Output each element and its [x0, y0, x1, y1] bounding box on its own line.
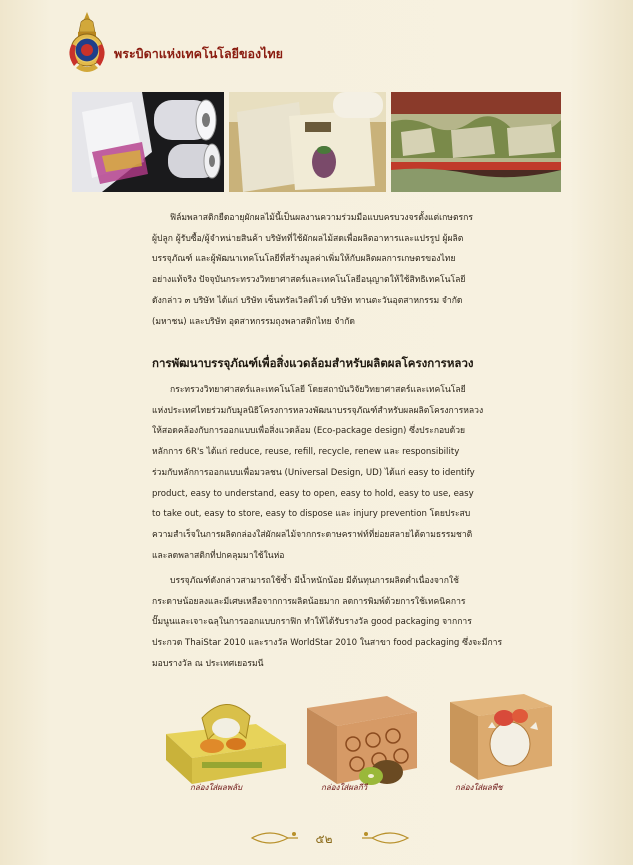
paragraph-line: บรรจุภัณฑ์ดังกล่าวสามารถใช้ซ้ำ มีน้ำหนักน้อย มีต้นทุนการผลิตต่ำเนื่องจากใช้ — [170, 576, 459, 586]
caption-persimmon-box: กล่องใส่ผลพลับ — [190, 783, 243, 792]
paragraph-line: บรรจุภัณฑ์ และผู้พัฒนาเทคโนโลยีที่สร้างมูลค่าเพิ่มให้กับผลิตผลการเกษตรของไทย — [152, 254, 456, 265]
caption-kiwi-box: กล่องใส่ผลกีวี — [321, 783, 368, 792]
paragraph-line: to take out, easy to store, easy to dispose และ injury prevention โดยประสบ — [152, 509, 471, 520]
running-header-title: พระบิดาแห่งเทคโนโลยีของไทย — [114, 46, 283, 61]
plastic-film-rolls-photo — [72, 92, 224, 192]
section-heading: การพัฒนาบรรจุภัณฑ์เพื่อสิ่งแวดล้อมสำหรับผลิตผลโครงการหลวง — [152, 356, 474, 370]
supermarket-shelf-photo — [391, 92, 561, 192]
paragraph-line: ให้สอดคล้องกับการออกแบบเพื่อสิ่งแวดล้อม (Eco-package design) ซึ่งประกอบด้วย — [152, 426, 466, 437]
paragraph-line: ฟิล์มพลาสติกยืดอายุผักผลไม้นี้เป็นผลงานความร่วมมือแบบครบวงจรตั้งแต่เกษตรกร — [170, 213, 473, 223]
persimmon-box-image — [162, 688, 290, 786]
page-number: ๕๒ — [315, 832, 333, 846]
paragraph-line: อย่างแท้จริง ปัจจุบันกระทรวงวิทยาศาสตร์และเทคโนโลยีอนุญาตให้ใช้สิทธิเทคโนโลยี — [152, 275, 466, 286]
paragraph-line: ความสำเร็จในการผลิตกล่องใส่ผักผลไม้จากกระดาษคราฟท์ที่ย่อยสลายได้ตามธรรมชาติ — [152, 529, 473, 540]
kiwi-box-image — [297, 688, 429, 786]
paragraph-line: กระทรวงวิทยาศาสตร์และเทคโนโลยี โดยสถาบันวิจัยวิทยาศาสตร์และเทคโนโลยี — [170, 385, 466, 395]
paragraph-line: ปั๊มนูนและเจาะฉลุในการออกแบบกราฟิก ทำให้ได้รับรางวัล good packaging จากการ — [152, 617, 472, 628]
caption-peach-box: กล่องใส่ผลพีช — [455, 783, 503, 792]
packaged-produce-photo — [229, 92, 386, 192]
paragraph-line: กระดาษน้อยลงและมีเศษเหลือจากการผลิตน้อยมาก ลดการพิมพ์ด้วยการใช้เทคนิคการ — [152, 596, 466, 607]
intro-paragraph — [152, 208, 562, 332]
paragraph-line: มอบรางวัล ณ ประเทศเยอรมนี — [152, 658, 264, 669]
award-paragraph — [152, 571, 562, 675]
paragraph-line: ดังกล่าว ๓ บริษัท ได้แก่ บริษัท เซ็นทรัลเวิลด์ไวด์ บริษัท ทานตะวันอุตสาหกรรม จำกัด — [152, 295, 463, 306]
paragraph-line: ผู้ปลูก ผู้รับซื้อ/ผู้จำหน่ายสินค้า บริษัทที่ใช้ผักผลไม้สดเพื่อผลิตอาหารและแปรรูป ผู้ผลิต — [152, 233, 464, 244]
paragraph-line: (มหาชน) และบริษัท อุตสาหกรรมถุงพลาสติกไทย จำกัด — [152, 316, 356, 327]
eco-package-paragraph — [152, 380, 562, 566]
paragraph-line: ประกวด ThaiStar 2010 และรางวัล WorldStar 2010 ในสาขา food packaging ซึ่งจะมีการ — [152, 638, 503, 649]
royal-emblem-icon — [64, 10, 110, 76]
paragraph-line: แห่งประเทศไทยร่วมกับมูลนิธิโครงการหลวงพัฒนาบรรจุภัณฑ์สำหรับผลผลิตโครงการหลวง — [152, 405, 484, 416]
paragraph-line: ร่วมกับหลักการออกแบบเพื่อมวลชน (Universal Design, UD) ได้แก่ easy to identify — [152, 467, 475, 478]
paragraph-line: product, easy to understand, easy to open, easy to hold, easy to use, easy — [152, 488, 474, 499]
paragraph-line: และลดพลาสติกที่ปกคลุมมาใช้ในห่อ — [152, 550, 285, 561]
paragraph-line: หลักการ 6R's ได้แก่ reduce, reuse, refill, recycle, renew และ responsibility — [152, 447, 460, 458]
peach-box-image — [440, 688, 560, 786]
